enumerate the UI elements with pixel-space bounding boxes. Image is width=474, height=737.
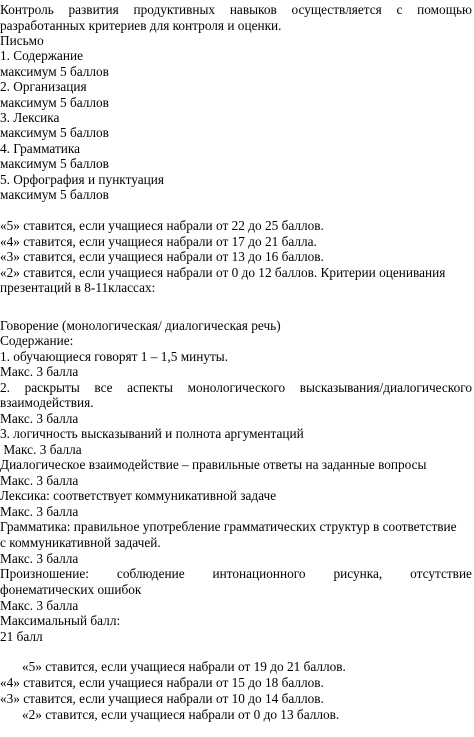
speaking-grade: «2» ставится, если учащиеся набрали от 0 до 13 баллов. <box>22 707 340 722</box>
writing-grade: «3» ставится, если учащиеся набрали от 13 до 16 баллов. <box>0 249 324 264</box>
grammar-score: Макс. 3 балла <box>0 551 79 566</box>
writing-title: Письмо <box>0 33 44 48</box>
speaking-item-2 <box>0 380 472 395</box>
lexis-score: Макс. 3 балла <box>0 504 79 519</box>
writing-grade: «5» ставится, если учащиеся набрали от 22 до 25 баллов. <box>0 218 324 233</box>
writing-item-score: максимум 5 баллов <box>0 64 109 79</box>
speaking-item-2-word: аспекты <box>127 380 173 395</box>
speaking-grade: «3» ставится, если учащиеся набрали от 10 до 14 баллов. <box>0 691 324 706</box>
pronunciation-word: интонационного <box>212 566 306 581</box>
intro-word: осуществляется <box>291 2 382 17</box>
max-score-value: 21 балл <box>0 629 43 644</box>
writing-item-score: максимум 5 баллов <box>0 187 109 202</box>
grammar-criterion-line-1: Грамматика: правильное употребление грамматических структур в соответствие <box>0 519 457 534</box>
speaking-item-1: 1. обучающиеся говорят 1 – 1,5 минуты. <box>0 349 229 364</box>
writing-grade: «4» ставится, если учащиеся набрали от 17 до 21 балла. <box>0 234 317 249</box>
speaking-content-label: Содержание: <box>0 333 74 348</box>
speaking-item-2-word: высказывания/диалогического <box>299 380 472 395</box>
lexis-criterion: Лексика: соответствует коммуникативной задаче <box>0 488 277 503</box>
speaking-item-1-score: Макс. 3 балла <box>0 364 79 379</box>
speaking-item-2-word: 2. <box>0 380 10 395</box>
pronunciation-word: соблюдение <box>116 566 185 581</box>
intro-word: Контроль <box>0 2 54 17</box>
max-score-label: Максимальный балл: <box>0 613 121 628</box>
writing-grade: презентаций в 8-11классах: <box>0 280 156 295</box>
speaking-item-2-word: раскрыты <box>24 380 80 395</box>
writing-item-label: 2. Организация <box>0 79 87 94</box>
grammar-criterion-line-2: с коммуникативной задачей. <box>0 535 161 550</box>
pronunciation-word: отсутствие <box>410 566 472 581</box>
writing-grade: «2» ставится, если учащиеся набрали от 0 до 12 баллов. Критерии оценивания <box>0 265 446 280</box>
speaking-title: Говорение (монологическая/ диалогическая речь) <box>0 318 281 333</box>
speaking-item-2-score: Макс. 3 балла <box>0 411 79 426</box>
speaking-item-2-word: все <box>94 380 113 395</box>
intro-word: с <box>396 2 403 17</box>
intro-word: продуктивных <box>133 2 216 17</box>
writing-item-score: максимум 5 баллов <box>0 125 109 140</box>
intro-word: помощью <box>417 2 472 17</box>
writing-item-score: максимум 5 баллов <box>0 156 109 171</box>
pronunciation-cont: фонематических ошибок <box>0 582 142 597</box>
writing-item-label: 5. Орфография и пунктуация <box>0 172 164 187</box>
dialogue-criterion: Диалогическое взаимодействие – правильные ответы на заданные вопросы <box>0 457 427 472</box>
pronunciation-word: рисунка, <box>333 566 383 581</box>
writing-item-label: 3. Лексика <box>0 110 60 125</box>
writing-item-score: максимум 5 баллов <box>0 95 109 110</box>
dialogue-score: Макс. 3 балла <box>0 473 79 488</box>
intro-word: навыков <box>229 2 277 17</box>
speaking-item-2-word: монологического <box>187 380 286 395</box>
intro-line-2: разработанных критериев для контроля и оценки. <box>0 18 282 33</box>
speaking-item-2-cont: взаимодействия. <box>0 395 94 410</box>
pronunciation-word: Произношение: <box>0 566 90 581</box>
pronunciation-criterion <box>0 566 472 581</box>
writing-item-label: 1. Содержание <box>0 48 83 63</box>
intro-word: развития <box>68 2 119 17</box>
speaking-grade: «5» ставится, если учащиеся набрали от 19 до 21 баллов. <box>22 659 346 674</box>
writing-item-label: 4. Грамматика <box>0 141 81 156</box>
speaking-item-3: 3. логичность высказываний и полнота аргументаций <box>0 426 304 441</box>
pronunciation-score: Макс. 3 балла <box>0 598 79 613</box>
intro-line-1 <box>0 2 472 17</box>
speaking-grade: «4» ставится, если учащиеся набрали от 15 до 18 баллов. <box>0 675 324 690</box>
speaking-item-3-score: Макс. 3 балла <box>0 442 82 457</box>
